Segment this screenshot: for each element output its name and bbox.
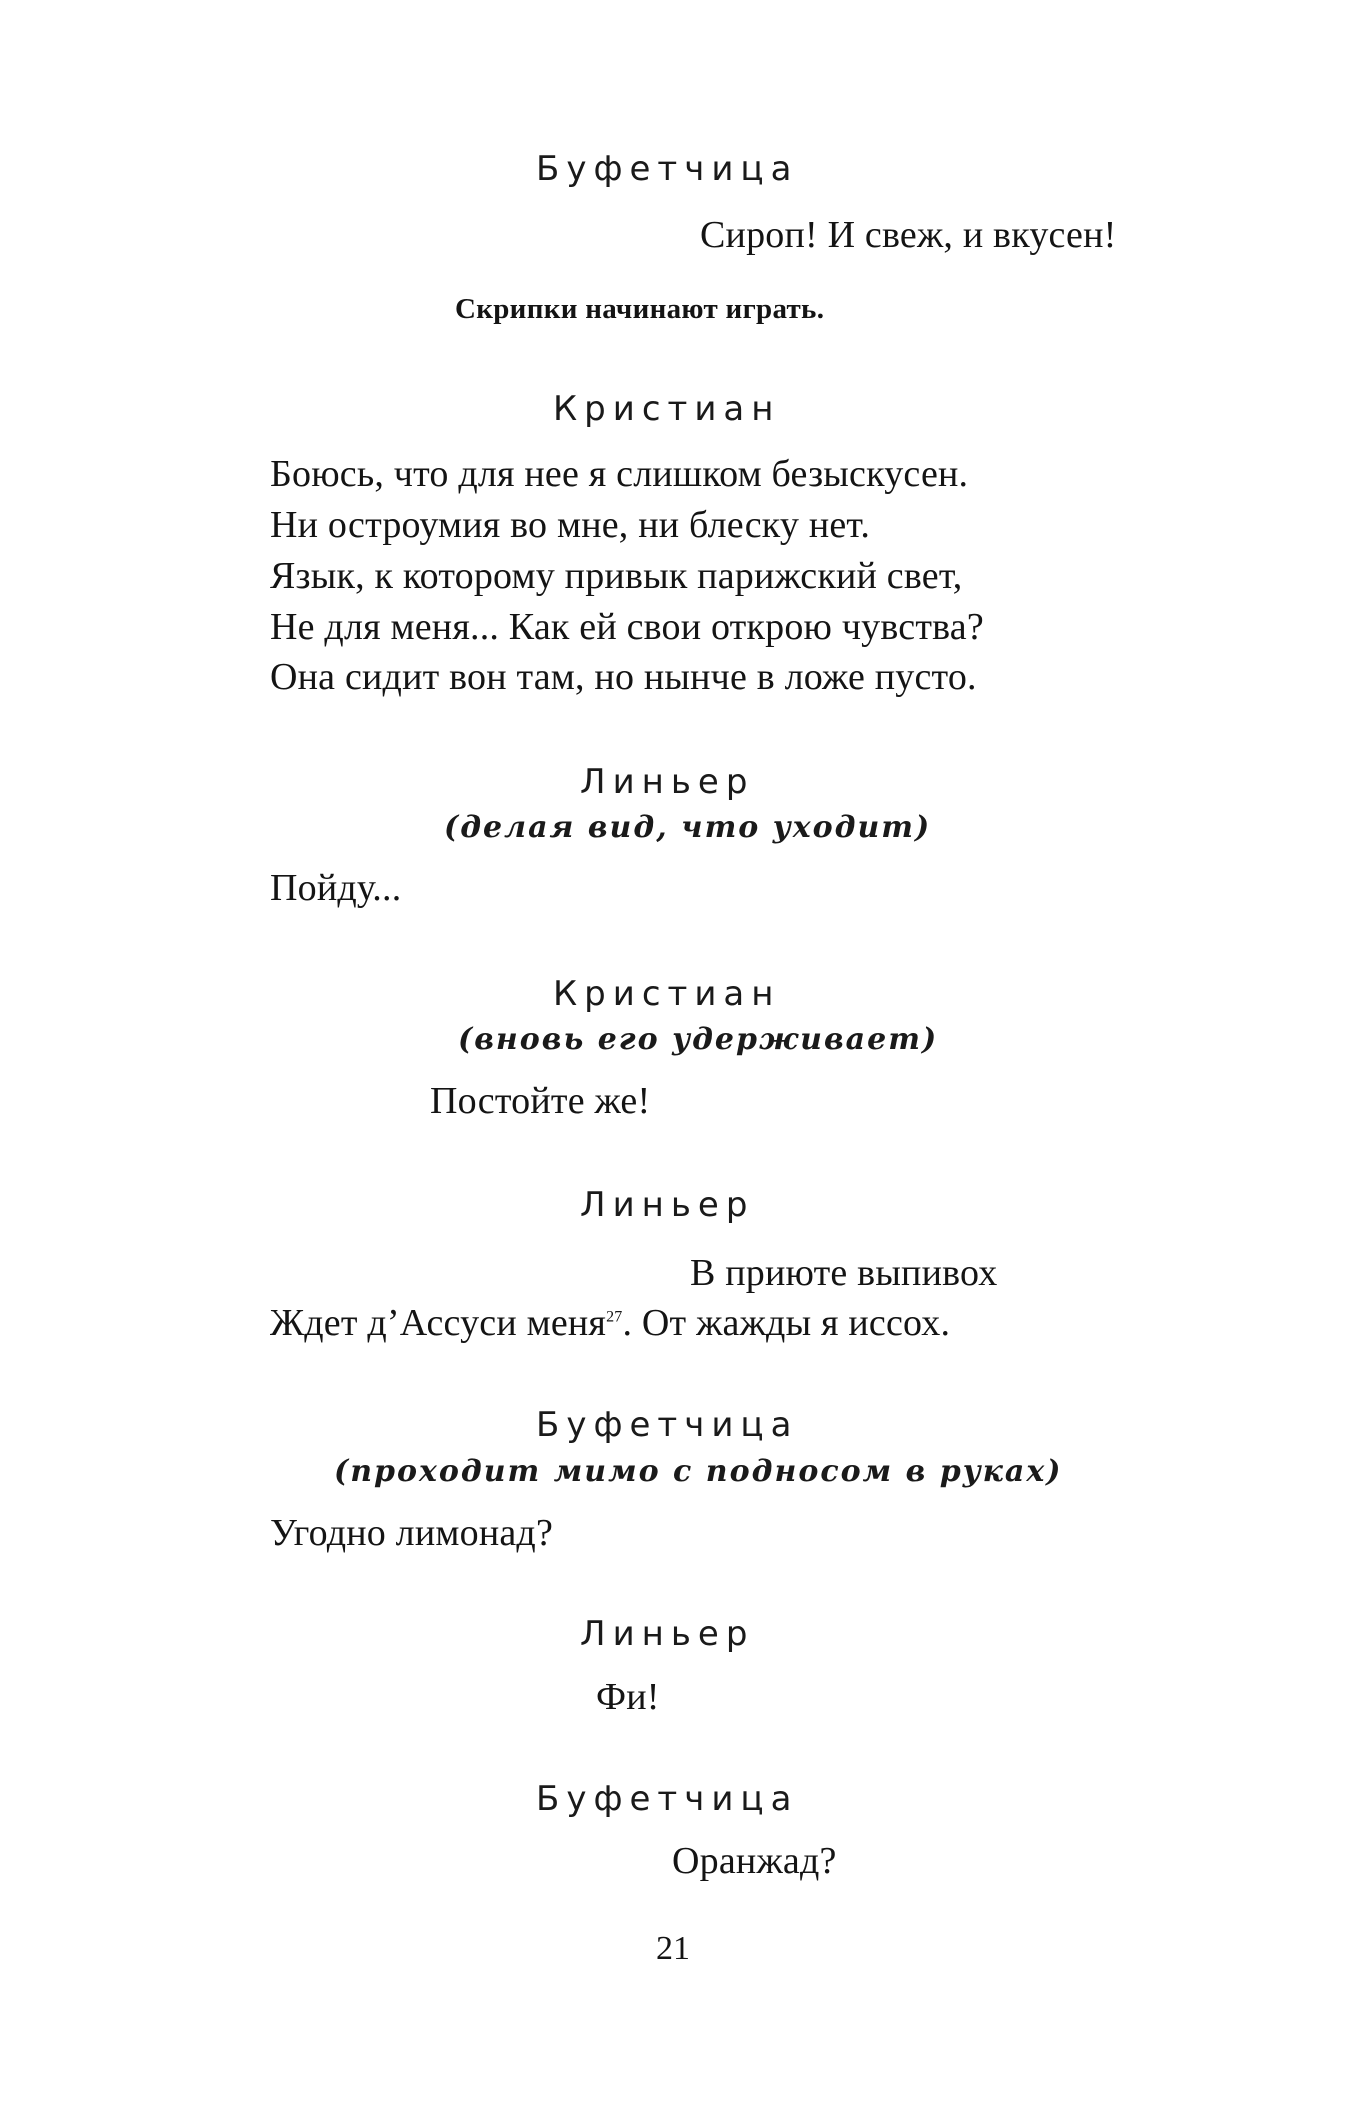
verse-line: Оранжад? (672, 1840, 837, 1882)
verse-line: Язык, к которому привык парижский свет, (270, 555, 963, 597)
verse-line: Не для меня... Как ей свои открою чувства? (270, 606, 984, 648)
speaker-name: Кристиан (553, 974, 781, 1014)
verse-line: Фи! (596, 1676, 660, 1718)
verse-line (270, 1304, 950, 1342)
stage-direction: Скрипки начинают играть. (455, 293, 825, 325)
stage-direction: (делая вид, что уходит) (444, 810, 932, 845)
page-number: 21 (656, 1930, 690, 1967)
verse-line: В приюте выпивох (690, 1252, 998, 1294)
stage-direction: (вновь его удерживает) (458, 1022, 939, 1057)
speaker-name: Буфетчица (536, 1779, 799, 1819)
verse-text: . От жажды я иссох. (622, 1302, 951, 1344)
speaker-name: Кристиан (553, 389, 781, 429)
speaker-name: Линьер (580, 762, 755, 802)
verse-line: Сироп! И свеж, и вкусен! (700, 214, 1117, 256)
verse-text: Ждет д’Ассуси меня (270, 1302, 607, 1344)
verse-line: Постойте же! (430, 1080, 651, 1122)
speaker-name: Линьер (580, 1614, 755, 1654)
speaker-name: Буфетчица (536, 1405, 799, 1445)
verse-line: Ни остроумия во мне, ни блеску нет. (270, 504, 871, 546)
footnote-marker[interactable]: 27 (606, 1308, 623, 1326)
verse-line: Угодно лимонад? (270, 1512, 554, 1554)
speaker-name: Линьер (580, 1185, 755, 1225)
speaker-name: Буфетчица (536, 149, 799, 189)
stage-direction: (проходит мимо с подносом в руках) (334, 1454, 1063, 1489)
verse-line: Пойду... (270, 867, 402, 909)
verse-line: Она сидит вон там, но нынче в ложе пусто. (270, 656, 977, 698)
verse-line: Боюсь, что для нее я слишком безыскусен. (270, 453, 969, 495)
